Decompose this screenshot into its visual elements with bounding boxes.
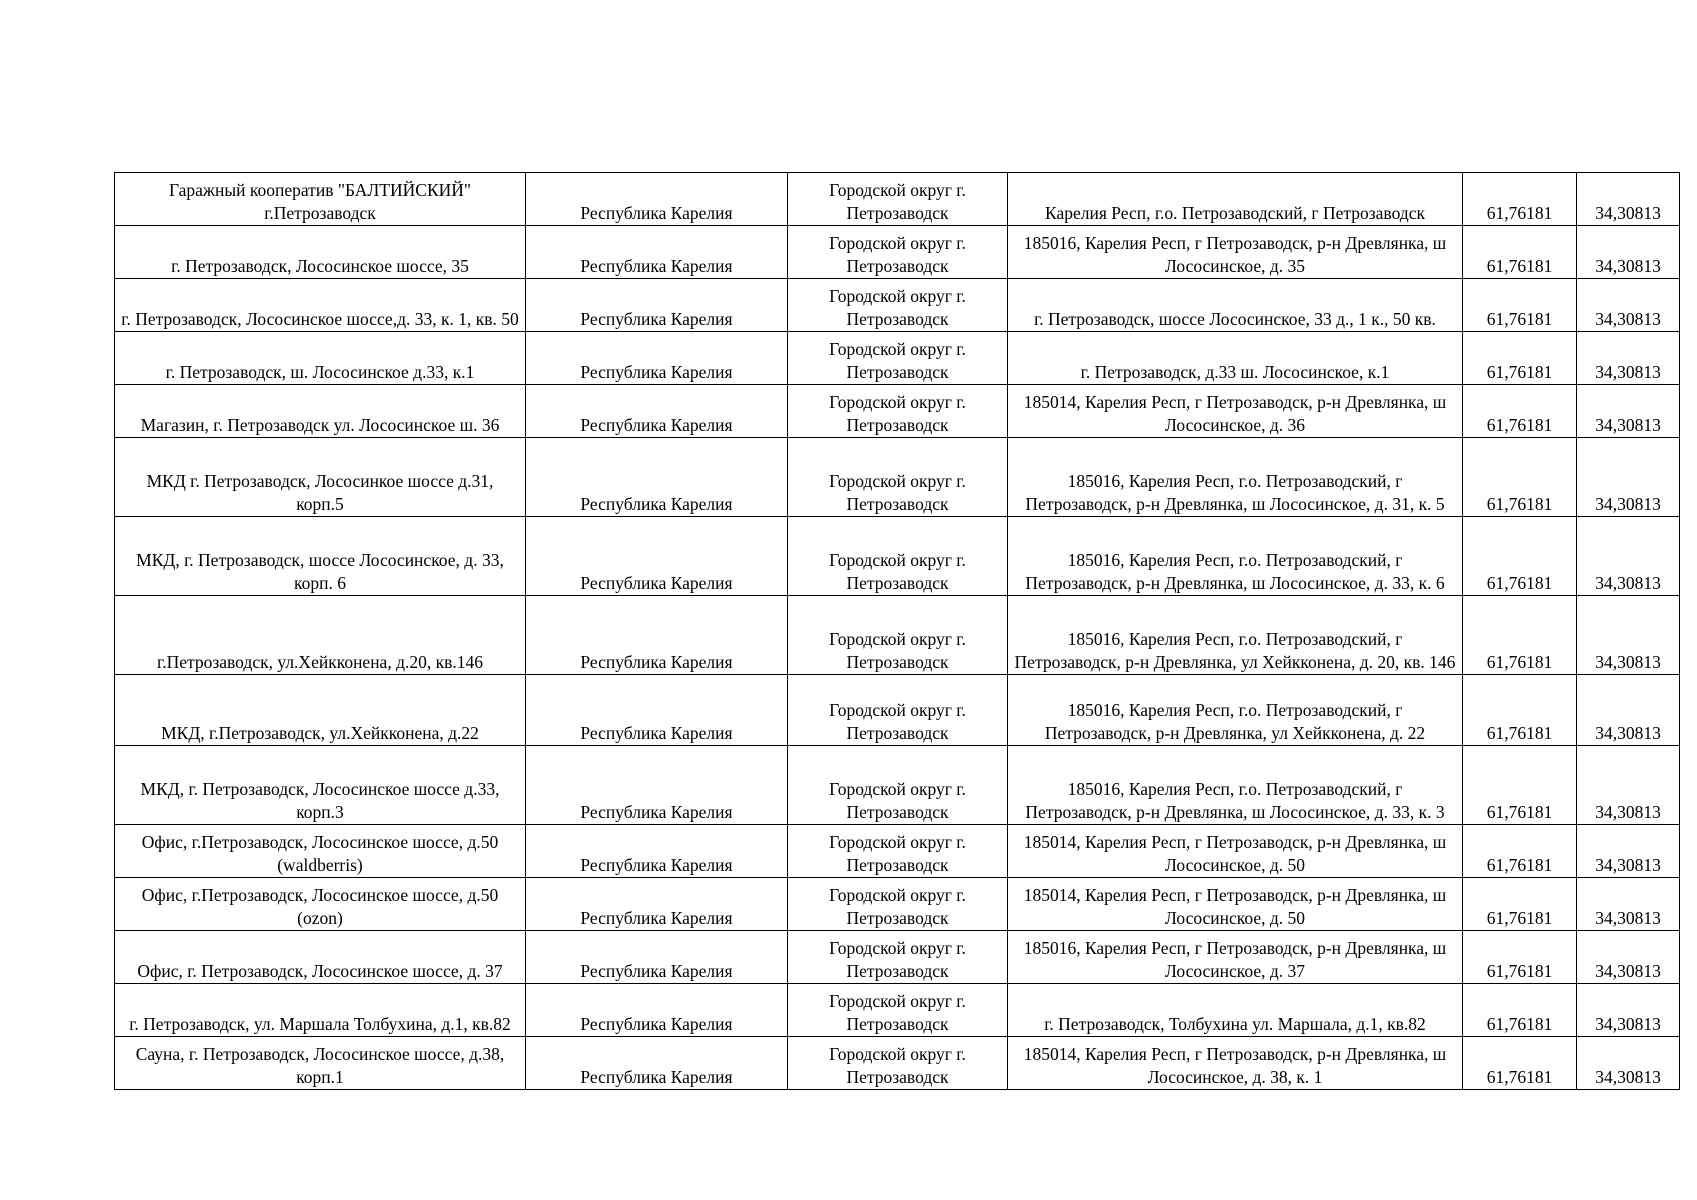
latitude-cell: 61,76181 xyxy=(1463,173,1577,226)
object-name-cell: г.Петрозаводск, ул.Хейкконена, д.20, кв.146 xyxy=(115,596,526,675)
table-row xyxy=(115,332,1680,385)
address-cell: 185016, Карелия Респ, г Петрозаводск, р-н Древлянка, ш Лососинское, д. 35 xyxy=(1008,226,1463,279)
table-row xyxy=(115,931,1680,984)
region-cell: Республика Карелия xyxy=(526,878,788,931)
district-cell: Городской округ г. Петрозаводск xyxy=(788,984,1008,1037)
address-cell: 185016, Карелия Респ, г.о. Петрозаводский, г Петрозаводск, р-н Древлянка, ул Хейкконена, д. 20, кв. 146 xyxy=(1008,596,1463,675)
region-cell: Республика Карелия xyxy=(526,332,788,385)
region-cell: Республика Карелия xyxy=(526,279,788,332)
table-row xyxy=(115,517,1680,596)
address-cell: 185016, Карелия Респ, г.о. Петрозаводский, г Петрозаводск, р-н Древлянка, ш Лососинское, д. 33, к. 6 xyxy=(1008,517,1463,596)
longitude-cell: 34,30813 xyxy=(1577,438,1680,517)
address-cell: 185014, Карелия Респ, г Петрозаводск, р-н Древлянка, ш Лососинское, д. 36 xyxy=(1008,385,1463,438)
longitude-cell: 34,30813 xyxy=(1577,746,1680,825)
region-cell: Республика Карелия xyxy=(526,438,788,517)
region-cell: Республика Карелия xyxy=(526,517,788,596)
district-cell: Городской округ г. Петрозаводск xyxy=(788,173,1008,226)
longitude-cell: 34,30813 xyxy=(1577,878,1680,931)
district-cell: Городской округ г. Петрозаводск xyxy=(788,596,1008,675)
address-cell: г. Петрозаводск, шоссе Лососинское, 33 д., 1 к., 50 кв. xyxy=(1008,279,1463,332)
table-row xyxy=(115,226,1680,279)
latitude-cell: 61,76181 xyxy=(1463,438,1577,517)
table-row xyxy=(115,675,1680,746)
object-name-cell: МКД, г. Петрозаводск, Лососинское шоссе д.33, корп.3 xyxy=(115,746,526,825)
latitude-cell: 61,76181 xyxy=(1463,517,1577,596)
latitude-cell: 61,76181 xyxy=(1463,825,1577,878)
object-name-cell: МКД, г. Петрозаводск, шоссе Лососинское, д. 33, корп. 6 xyxy=(115,517,526,596)
longitude-cell: 34,30813 xyxy=(1577,825,1680,878)
longitude-cell: 34,30813 xyxy=(1577,517,1680,596)
object-name-cell: г. Петрозаводск, ш. Лососинское д.33, к.1 xyxy=(115,332,526,385)
address-table-body xyxy=(115,173,1680,1090)
table-row xyxy=(115,438,1680,517)
district-cell: Городской округ г. Петрозаводск xyxy=(788,385,1008,438)
longitude-cell: 34,30813 xyxy=(1577,675,1680,746)
object-name-cell: Сауна, г. Петрозаводск, Лососинское шоссе, д.38, корп.1 xyxy=(115,1037,526,1090)
region-cell: Республика Карелия xyxy=(526,596,788,675)
latitude-cell: 61,76181 xyxy=(1463,332,1577,385)
address-cell: 185016, Карелия Респ, г.о. Петрозаводский, г Петрозаводск, р-н Древлянка, ш Лососинское, д. 33, к. 3 xyxy=(1008,746,1463,825)
region-cell: Республика Карелия xyxy=(526,1037,788,1090)
table-row xyxy=(115,746,1680,825)
object-name-cell: г. Петрозаводск, Лососинское шоссе,д. 33, к. 1, кв. 50 xyxy=(115,279,526,332)
district-cell: Городской округ г. Петрозаводск xyxy=(788,438,1008,517)
table-row xyxy=(115,385,1680,438)
table-row xyxy=(115,279,1680,332)
longitude-cell: 34,30813 xyxy=(1577,931,1680,984)
object-name-cell: Офис, г.Петрозаводск, Лососинское шоссе, д.50 (waldberris) xyxy=(115,825,526,878)
region-cell: Республика Карелия xyxy=(526,226,788,279)
latitude-cell: 61,76181 xyxy=(1463,675,1577,746)
object-name-cell: г. Петрозаводск, Лососинское шоссе, 35 xyxy=(115,226,526,279)
district-cell: Городской округ г. Петрозаводск xyxy=(788,332,1008,385)
object-name-cell: Офис, г.Петрозаводск, Лососинское шоссе, д.50 (ozon) xyxy=(115,878,526,931)
longitude-cell: 34,30813 xyxy=(1577,385,1680,438)
district-cell: Городской округ г. Петрозаводск xyxy=(788,675,1008,746)
latitude-cell: 61,76181 xyxy=(1463,279,1577,332)
latitude-cell: 61,76181 xyxy=(1463,596,1577,675)
object-name-cell: МКД, г.Петрозаводск, ул.Хейкконена, д.22 xyxy=(115,675,526,746)
longitude-cell: 34,30813 xyxy=(1577,1037,1680,1090)
object-name-cell: Гаражный кооператив "БАЛТИЙСКИЙ" г.Петрозаводск xyxy=(115,173,526,226)
district-cell: Городской округ г. Петрозаводск xyxy=(788,825,1008,878)
address-cell: 185014, Карелия Респ, г Петрозаводск, р-н Древлянка, ш Лососинское, д. 50 xyxy=(1008,878,1463,931)
region-cell: Республика Карелия xyxy=(526,984,788,1037)
table-row xyxy=(115,984,1680,1037)
address-cell: 185016, Карелия Респ, г Петрозаводск, р-н Древлянка, ш Лососинское, д. 37 xyxy=(1008,931,1463,984)
table-row xyxy=(115,825,1680,878)
longitude-cell: 34,30813 xyxy=(1577,173,1680,226)
address-cell: г. Петрозаводск, д.33 ш. Лососинское, к.1 xyxy=(1008,332,1463,385)
latitude-cell: 61,76181 xyxy=(1463,746,1577,825)
object-name-cell: Магазин, г. Петрозаводск ул. Лососинское ш. 36 xyxy=(115,385,526,438)
object-name-cell: Офис, г. Петрозаводск, Лососинское шоссе, д. 37 xyxy=(115,931,526,984)
latitude-cell: 61,76181 xyxy=(1463,385,1577,438)
region-cell: Республика Карелия xyxy=(526,931,788,984)
latitude-cell: 61,76181 xyxy=(1463,878,1577,931)
table-row xyxy=(115,878,1680,931)
latitude-cell: 61,76181 xyxy=(1463,226,1577,279)
district-cell: Городской округ г. Петрозаводск xyxy=(788,279,1008,332)
address-cell: 185014, Карелия Респ, г Петрозаводск, р-н Древлянка, ш Лососинское, д. 50 xyxy=(1008,825,1463,878)
region-cell: Республика Карелия xyxy=(526,675,788,746)
district-cell: Городской округ г. Петрозаводск xyxy=(788,931,1008,984)
longitude-cell: 34,30813 xyxy=(1577,279,1680,332)
longitude-cell: 34,30813 xyxy=(1577,226,1680,279)
district-cell: Городской округ г. Петрозаводск xyxy=(788,226,1008,279)
address-cell: 185016, Карелия Респ, г.о. Петрозаводский, г Петрозаводск, р-н Древлянка, ул Хейкконена, д. 22 xyxy=(1008,675,1463,746)
region-cell: Республика Карелия xyxy=(526,173,788,226)
object-name-cell: МКД г. Петрозаводск, Лососинкое шоссе д.31, корп.5 xyxy=(115,438,526,517)
table-row xyxy=(115,1037,1680,1090)
district-cell: Городской округ г. Петрозаводск xyxy=(788,746,1008,825)
latitude-cell: 61,76181 xyxy=(1463,984,1577,1037)
region-cell: Республика Карелия xyxy=(526,746,788,825)
district-cell: Городской округ г. Петрозаводск xyxy=(788,878,1008,931)
address-cell: 185014, Карелия Респ, г Петрозаводск, р-н Древлянка, ш Лососинское, д. 38, к. 1 xyxy=(1008,1037,1463,1090)
longitude-cell: 34,30813 xyxy=(1577,596,1680,675)
address-cell: г. Петрозаводск, Толбухина ул. Маршала, д.1, кв.82 xyxy=(1008,984,1463,1037)
object-name-cell: г. Петрозаводск, ул. Маршала Толбухина, д.1, кв.82 xyxy=(115,984,526,1037)
address-cell: 185016, Карелия Респ, г.о. Петрозаводский, г Петрозаводск, р-н Древлянка, ш Лососинское, д. 31, к. 5 xyxy=(1008,438,1463,517)
region-cell: Республика Карелия xyxy=(526,825,788,878)
table-row xyxy=(115,173,1680,226)
district-cell: Городской округ г. Петрозаводск xyxy=(788,1037,1008,1090)
longitude-cell: 34,30813 xyxy=(1577,984,1680,1037)
region-cell: Республика Карелия xyxy=(526,385,788,438)
latitude-cell: 61,76181 xyxy=(1463,1037,1577,1090)
table-row xyxy=(115,596,1680,675)
address-table xyxy=(114,172,1680,1090)
district-cell: Городской округ г. Петрозаводск xyxy=(788,517,1008,596)
latitude-cell: 61,76181 xyxy=(1463,931,1577,984)
longitude-cell: 34,30813 xyxy=(1577,332,1680,385)
address-cell: Карелия Респ, г.о. Петрозаводский, г Петрозаводск xyxy=(1008,173,1463,226)
